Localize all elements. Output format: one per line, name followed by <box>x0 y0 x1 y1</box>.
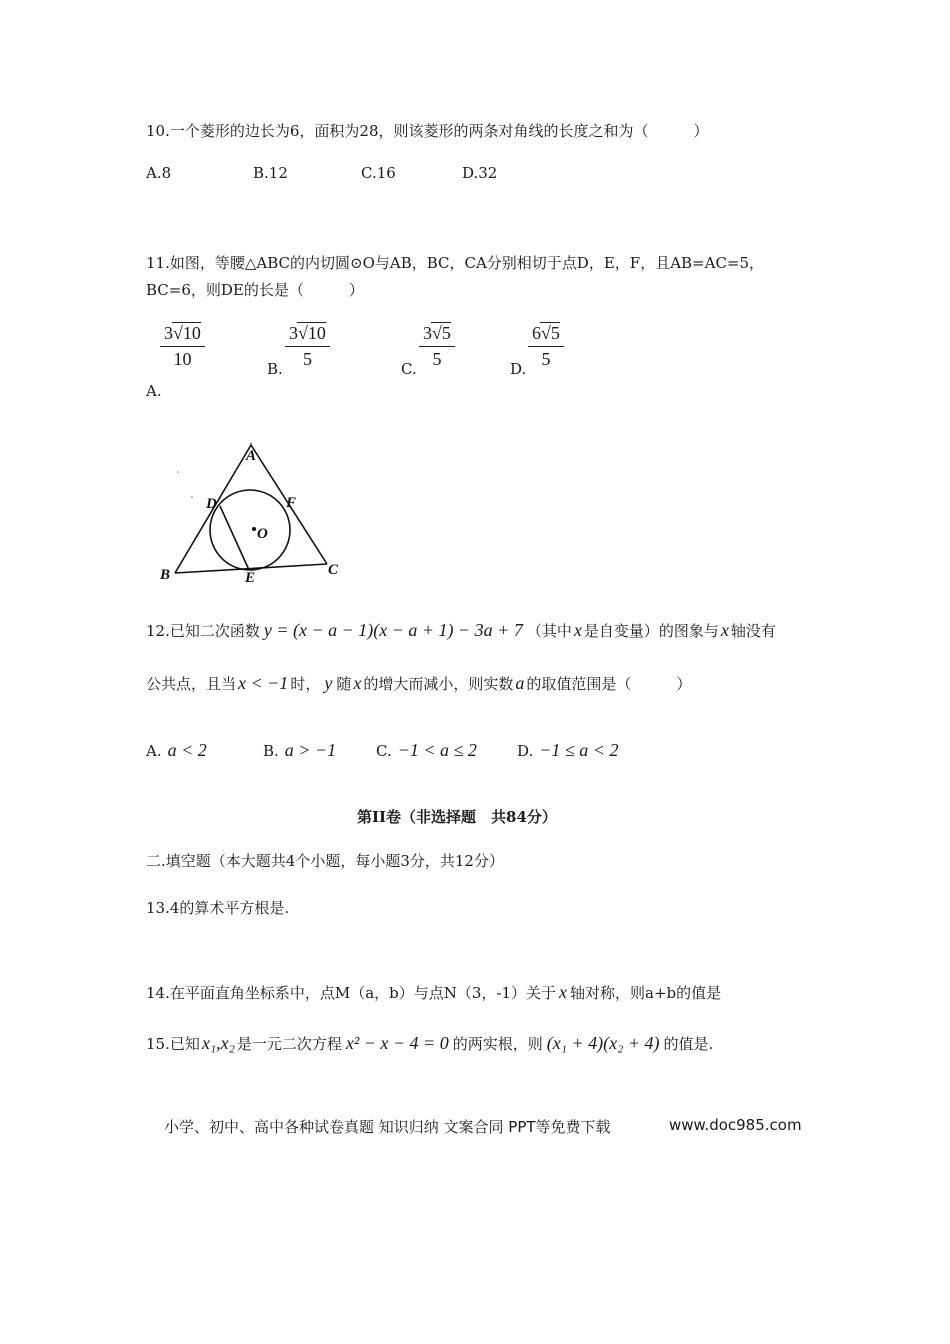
q13-stem: 13.4的算术平方根是. <box>146 899 290 917</box>
q11-option-c-value: 3√5 5 <box>419 322 455 370</box>
q11-option-a-label: A. <box>146 382 162 400</box>
label-a: A <box>246 448 257 464</box>
incircle <box>210 490 290 570</box>
q10-option-d: D.32 <box>462 164 498 182</box>
q15-roots: x₁,x₂ <box>201 1033 235 1053</box>
q11-option-d-value: 6√5 5 <box>528 322 564 370</box>
q11-option-a-value: 3√10 10 <box>160 322 205 370</box>
label-c: C <box>328 562 339 578</box>
q14-stem: 14.在平面直角坐标系中，点M（a，b）与点N（3，-1）关于 x 轴对称，则a+b的值是 <box>146 982 722 1002</box>
q10-stem: 10.一个菱形的边长为6，面积为28，则该菱形的两条对角线的长度之和为（ ） <box>146 122 709 140</box>
footer-url[interactable]: www.doc985.com <box>669 1116 802 1134</box>
q12-condition: x < −1 <box>238 673 289 693</box>
q12-option-d: D. −1 ≤ a < 2 <box>517 740 619 760</box>
q10-option-c: C.16 <box>361 164 396 182</box>
q11-option-b-value: 3√10 5 <box>285 322 330 370</box>
q12-line1: 12.已知二次函数 y = (x − a − 1)(x − a + 1) − 3a + 7 （其中 x 是自变量）的图象与 x 轴没有 <box>146 620 776 640</box>
q12-option-c: C. −1 < a ≤ 2 <box>376 740 477 760</box>
q11-stem-line2: BC=6，则DE的长是（ ） <box>146 281 364 299</box>
center-point-o <box>252 527 256 531</box>
q12-option-b: B. a > −1 <box>263 740 337 760</box>
label-d: D <box>206 496 217 512</box>
footer-text: 小学、初中、高中各种试卷真题 知识归纳 文案合同 PPT等免费下载 <box>164 1118 611 1136</box>
label-b: B <box>160 567 171 583</box>
triangle-incircle-figure <box>150 440 360 590</box>
label-o: O <box>257 526 268 542</box>
q15-expression: (x₁ + 4)(x₂ + 4) <box>546 1033 660 1053</box>
label-f: F <box>286 495 297 511</box>
q10-option-a: A.8 <box>146 164 172 182</box>
q10-option-b: B.12 <box>253 164 288 182</box>
label-e: E <box>245 570 256 586</box>
q12-function: y = (x − a − 1)(x − a + 1) − 3a + 7 <box>263 620 523 640</box>
q12-option-a: A. a < 2 <box>146 740 207 760</box>
q15-equation: x² − x − 4 = 0 <box>345 1033 449 1053</box>
q12-line2: 公共点，且当 x < −1 时， y 随 x 的增大而减小，则实数 a 的取值范围是（ ） <box>146 673 692 693</box>
q15-stem: 15.已知 x₁,x₂ 是一元二次方程 x² − x − 4 = 0 的两实根，则 (x₁ + 4)(x₂ + 4) 的值是. <box>146 1033 714 1053</box>
fill-in-heading: 二.填空题（本大题共4个小题，每小题3分，共12分） <box>146 852 504 870</box>
q11-option-c-label: C. <box>401 360 417 378</box>
q11-option-d-label: D. <box>510 360 527 378</box>
q11-option-b-label: B. <box>267 360 283 378</box>
section-title: 第II卷（非选择题 共84分） <box>357 808 557 826</box>
q11-stem-line1: 11.如图，等腰△ABC的内切圆⊙O与AB，BC，CA分别相切于点D，E，F，且AB=AC=5， <box>146 254 765 272</box>
